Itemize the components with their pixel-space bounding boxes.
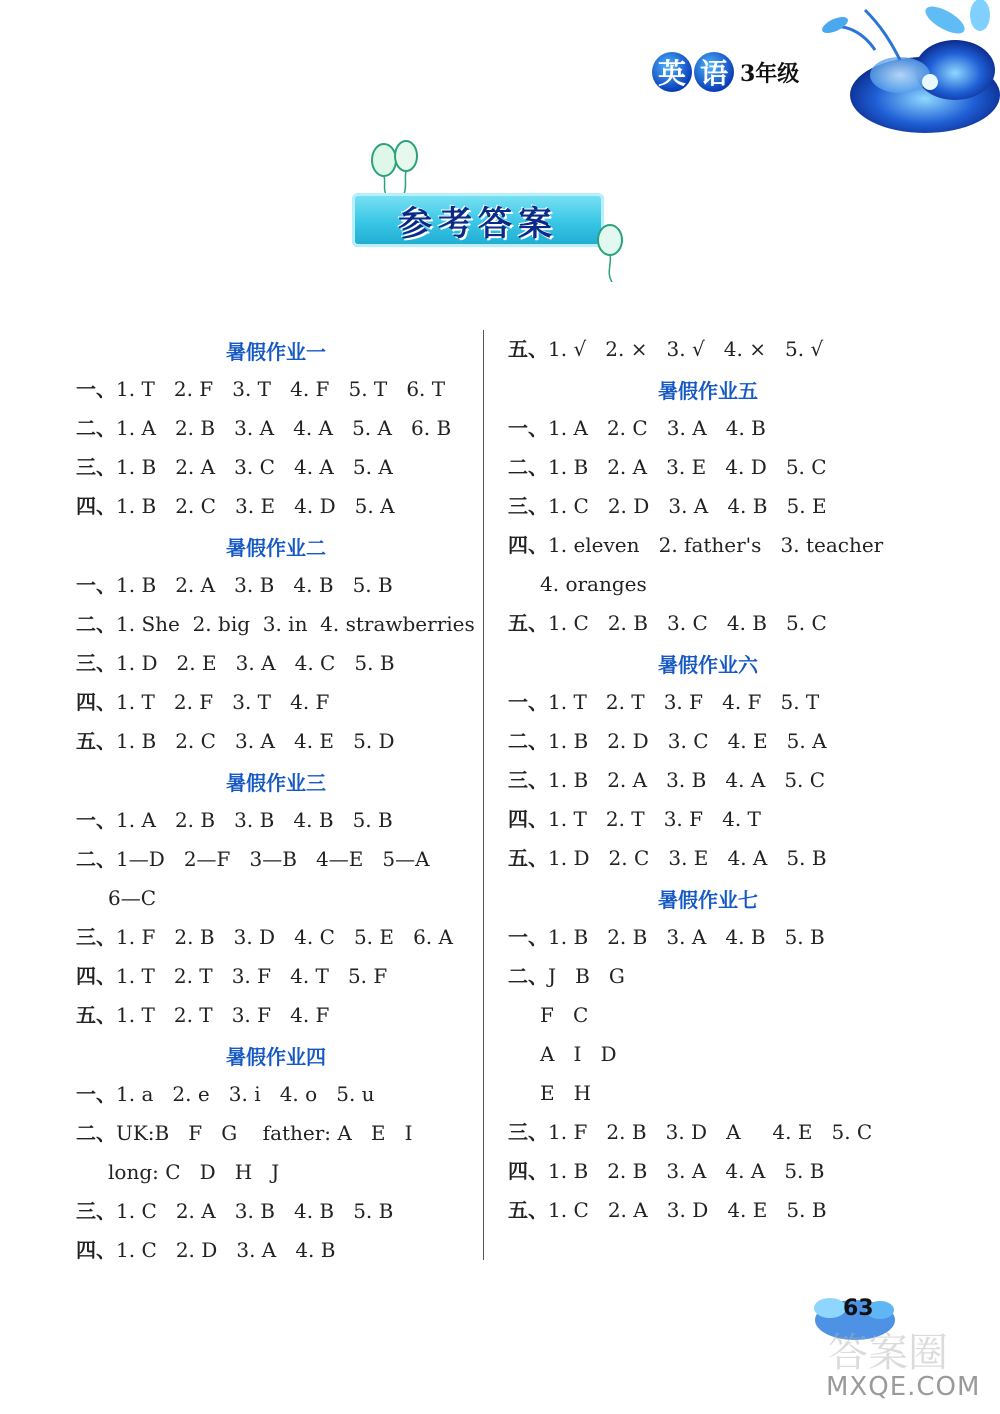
answer-text: 1. a 2. e 3. i 4. o 5. u — [116, 1082, 375, 1106]
answer-text: 1. A 2. B 3. B 4. B 5. B — [116, 808, 393, 832]
answer-text: 1. T 2. T 3. F 4. F 5. T — [548, 690, 820, 714]
answer-text: 1. D 2. C 3. E 4. A 5. B — [548, 846, 827, 870]
answer-line — [508, 996, 908, 1035]
column-divider — [483, 330, 484, 1260]
answer-text: 1. B 2. C 3. A 4. E 5. D — [116, 729, 395, 753]
answer-text: UK:B F G father: A E I — [116, 1121, 413, 1145]
flower-decoration-icon — [805, 0, 1000, 135]
question-number: 三、 — [76, 651, 116, 675]
answer-line — [76, 801, 476, 840]
title-banner — [352, 193, 604, 247]
answer-text: 1. T 2. F 3. T 4. F 5. T 6. T — [116, 377, 446, 401]
answer-text: 1. eleven 2. father's 3. teacher — [548, 533, 884, 557]
answer-text: 1. T 2. T 3. F 4. T 5. F — [116, 964, 388, 988]
question-number: 四、 — [76, 494, 116, 518]
question-number: 二、 — [508, 964, 548, 988]
answer-text: 1. C 2. D 3. A 4. B 5. E — [548, 494, 827, 518]
answer-line — [76, 1114, 476, 1153]
question-number: 三、 — [76, 455, 116, 479]
answer-text: 1. D 2. E 3. A 4. C 5. B — [116, 651, 395, 675]
question-number: 二、 — [76, 416, 116, 440]
section-title: 暑假作业七 — [658, 888, 758, 912]
answer-line — [76, 1192, 476, 1231]
answers-left-column — [76, 330, 476, 1270]
question-number: 三、 — [508, 1120, 548, 1144]
page-title: 参考答案 — [398, 203, 558, 244]
section-title: 暑假作业六 — [658, 653, 758, 677]
question-number: 四、 — [508, 533, 548, 557]
answer-line — [508, 604, 908, 643]
question-number: 二、 — [76, 1121, 116, 1145]
answer-text: F C — [540, 1003, 589, 1027]
answer-text: 1. B 2. A 3. B 4. A 5. C — [548, 768, 826, 792]
section-title: 暑假作业四 — [226, 1045, 326, 1069]
question-number: 一、 — [76, 377, 116, 401]
answer-text: 1. F 2. B 3. D A 4. E 5. C — [548, 1120, 873, 1144]
answers-right-column — [508, 330, 908, 1230]
section-title: 暑假作业二 — [226, 536, 326, 560]
question-number: 五、 — [508, 611, 548, 635]
question-number: 一、 — [76, 1082, 116, 1106]
answer-line — [76, 918, 476, 957]
question-number: 五、 — [508, 1198, 548, 1222]
answer-line — [508, 1191, 908, 1230]
answer-text: 1. B 2. D 3. C 4. E 5. A — [548, 729, 827, 753]
answer-text: 1. She 2. big 3. in 4. strawberries — [116, 612, 475, 636]
answer-text: 1. B 2. A 3. B 4. B 5. B — [116, 573, 393, 597]
question-number: 二、 — [508, 729, 548, 753]
section-title: 暑假作业五 — [658, 379, 758, 403]
answer-text: 1. C 2. B 3. C 4. B 5. C — [548, 611, 827, 635]
answer-line — [508, 487, 908, 526]
question-number: 五、 — [508, 337, 548, 361]
subject-char-1: 英 — [652, 52, 692, 92]
question-number: 四、 — [76, 690, 116, 714]
answer-text: long: C D H J — [108, 1160, 280, 1184]
answer-line — [508, 1074, 908, 1113]
subject-char-2: 语 — [694, 52, 734, 92]
answer-line — [76, 1075, 476, 1114]
answer-text: 1. T 2. T 3. F 4. T — [548, 807, 761, 831]
answer-line — [76, 840, 476, 879]
answer-line — [508, 918, 908, 957]
answer-line — [508, 409, 908, 448]
answer-line — [508, 761, 908, 800]
question-number: 一、 — [508, 690, 548, 714]
question-number: 四、 — [76, 964, 116, 988]
watermark-site: MXQE.COM — [826, 1372, 981, 1402]
question-number: 三、 — [76, 1199, 116, 1223]
question-number: 四、 — [508, 1159, 548, 1183]
question-number: 一、 — [76, 573, 116, 597]
answer-line — [508, 800, 908, 839]
grade-label: 3年级 — [740, 60, 800, 87]
answer-line — [508, 722, 908, 761]
balloon-icon — [590, 222, 630, 282]
question-number: 五、 — [508, 846, 548, 870]
answer-text: 1. B 2. B 3. A 4. A 5. B — [548, 1159, 825, 1183]
question-number: 四、 — [508, 807, 548, 831]
question-number: 三、 — [508, 768, 548, 792]
answer-line — [76, 683, 476, 722]
answer-text: 1. B 2. A 3. E 4. D 5. C — [548, 455, 827, 479]
question-number: 五、 — [76, 1003, 116, 1027]
answer-line — [76, 1153, 476, 1192]
answer-line — [76, 448, 476, 487]
answer-line — [508, 1113, 908, 1152]
question-number: 一、 — [508, 416, 548, 440]
subject-label — [652, 52, 799, 92]
question-number: 二、 — [76, 612, 116, 636]
question-number: 二、 — [76, 847, 116, 871]
answer-line — [76, 644, 476, 683]
answer-line — [76, 879, 476, 918]
answer-text: 1. T 2. T 3. F 4. F — [116, 1003, 330, 1027]
question-number: 四、 — [76, 1238, 116, 1262]
answer-line — [76, 566, 476, 605]
answer-text: 4. oranges — [540, 572, 647, 596]
answer-text: 1. A 2. B 3. A 4. A 5. A 6. B — [116, 416, 452, 440]
answer-text: E H — [540, 1081, 592, 1105]
question-number: 三、 — [508, 494, 548, 518]
balloons-icon — [362, 138, 432, 198]
answer-line — [508, 448, 908, 487]
answer-text: 1. F 2. B 3. D 4. C 5. E 6. A — [116, 925, 453, 949]
answer-text: 1. C 2. A 3. D 4. E 5. B — [548, 1198, 827, 1222]
answer-line — [508, 839, 908, 878]
answer-text: 1. B 2. A 3. C 4. A 5. A — [116, 455, 393, 479]
answer-text: 1—D 2—F 3—B 4—E 5—A — [116, 847, 430, 871]
section-title: 暑假作业一 — [226, 340, 326, 364]
answer-text: 1. C 2. D 3. A 4. B — [116, 1238, 336, 1262]
answer-line — [76, 722, 476, 761]
answer-line — [508, 957, 908, 996]
answer-line — [508, 1152, 908, 1191]
question-number: 三、 — [76, 925, 116, 949]
answer-text: 1. T 2. F 3. T 4. F — [116, 690, 330, 714]
question-number: 五、 — [76, 729, 116, 753]
answer-line — [508, 1035, 908, 1074]
question-number: 一、 — [76, 808, 116, 832]
question-number: 二、 — [508, 455, 548, 479]
answer-text: 1. C 2. A 3. B 4. B 5. B — [116, 1199, 394, 1223]
svg-text:答案圈: 答案圈 — [828, 1330, 948, 1376]
answer-text: 1. B 2. C 3. E 4. D 5. A — [116, 494, 395, 518]
answer-text: 1. B 2. B 3. A 4. B 5. B — [548, 925, 825, 949]
section-title: 暑假作业三 — [226, 771, 326, 795]
answer-text: 1. √ 2. × 3. √ 4. × 5. √ — [548, 337, 824, 361]
answer-text: 1. A 2. C 3. A 4. B — [548, 416, 766, 440]
question-number: 一、 — [508, 925, 548, 949]
answer-text: A I D — [540, 1042, 617, 1066]
answer-line — [508, 330, 908, 369]
answer-text: 6—C — [108, 886, 157, 910]
answer-line — [76, 996, 476, 1035]
page-number: 63 — [843, 1296, 874, 1321]
answer-line — [508, 565, 908, 604]
answer-line — [76, 487, 476, 526]
answer-line — [508, 526, 908, 565]
answer-line — [76, 605, 476, 644]
answer-text: J B G — [548, 964, 625, 988]
answer-line — [76, 409, 476, 448]
answer-line — [76, 1231, 476, 1270]
answer-line — [508, 683, 908, 722]
answer-line — [76, 957, 476, 996]
answer-line — [76, 370, 476, 409]
